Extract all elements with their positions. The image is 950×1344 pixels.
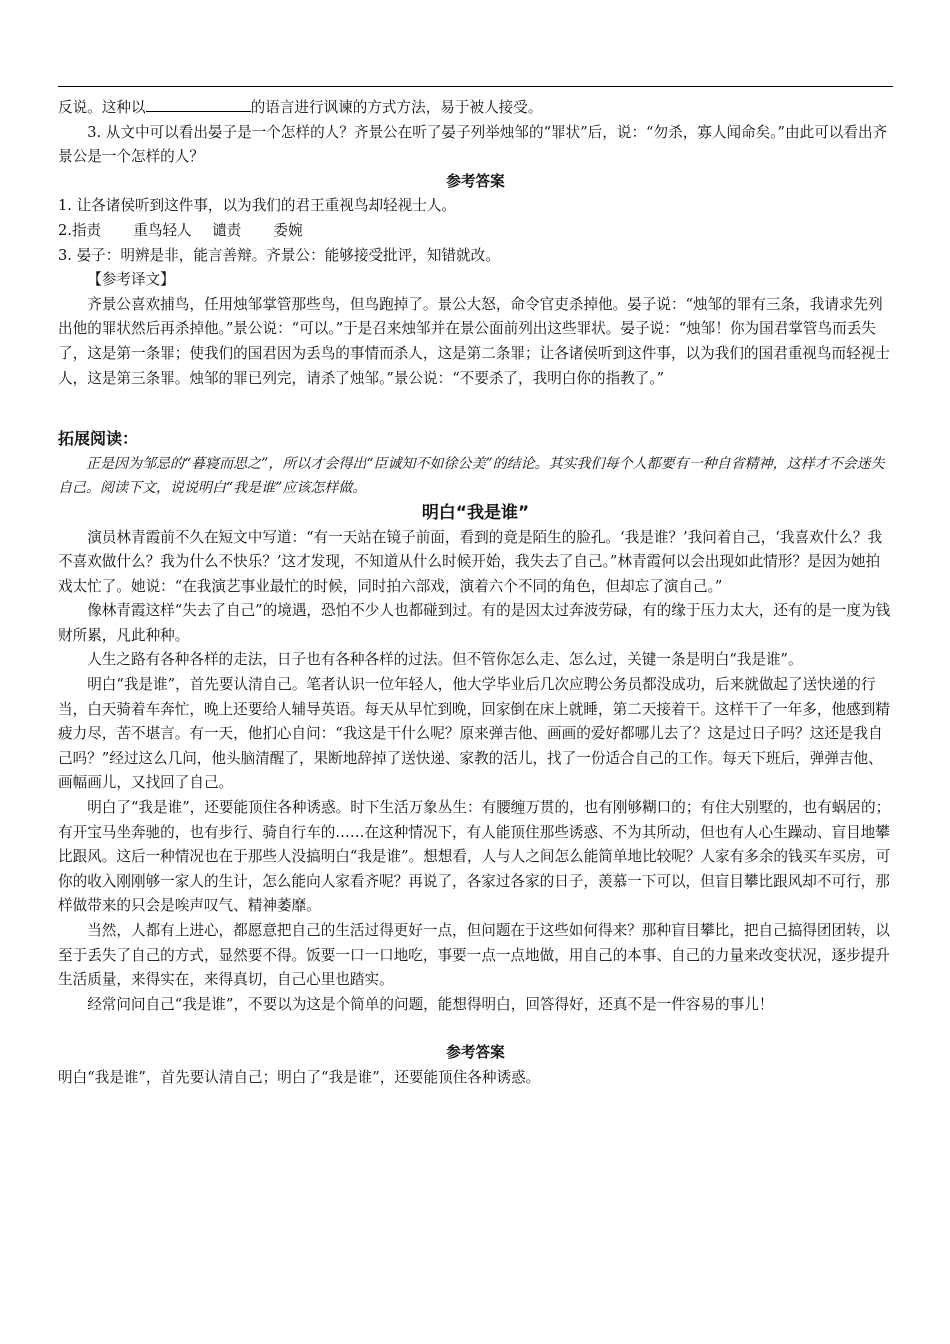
article-paragraph: 人生之路有各种各样的走法，日子也有各种各样的过法。但不管你怎么走、怎么过，关键一条是明白“我是谁”。 (87, 651, 803, 669)
q2-tail: 反说。这种以 的语言进行讽谏的方式方法，易于被人接受。 (58, 99, 543, 116)
answers-heading: 参考答案 (446, 172, 505, 190)
answer-blank (146, 97, 251, 112)
question-3: 3. 从文中可以看出晏子是一个怎样的人？齐景公在听了晏子列举烛邹的“罪状”后，说：“勿杀，寡人闻命矣。”由此可以看出齐景公是一个怎样的人？ (58, 123, 888, 166)
extended-reading-heading: 拓展阅读： (58, 429, 139, 449)
answer-1: 1. 让各诸侯听到这件事，以为我们的君王重视鸟却轻视士人。 (58, 197, 457, 215)
article-paragraph: 演员林青霞前不久在短文中写道：“有一天站在镜子前面，看到的竟是陌生的脸孔。‘我是谁？’我问着自己，‘我喜欢什么？我不喜欢做什么？我为什么不快乐？’这才发现，不知道从什么时候开始，我失去了自己。”林青霞何以会出现如此情形？是因为她拍戏太忙了。她说：“在我演艺事业最忙的时候，同时拍六部戏，演着六个不同的角色，但却忘了演自己。” (58, 528, 883, 595)
answer-2: 2.指责 重鸟轻人 谴责 委婉 (58, 221, 303, 239)
article-paragraph: 当然，人都有上进心，都愿意把自己的生活过得更好一点，但问题在于这些如何得来？那种盲目攀比，把自己搞得团团转，以至于丢失了自己的方式，显然要不得。饭要一口一口地吃，事要一点一点地做，用自己的本事、自己的力量来改变状况，逐步提升生活质量，来得实在，来得真切，自己心里也踏实。 (58, 922, 890, 989)
header-rule (58, 86, 893, 87)
article-paragraph: 像林青霞这样“失去了自己”的境遇，恐怕不少人也都碰到过。有的是因太过奔波劳碌，有的缘于压力太大，还有的是一度为钱财所累，凡此种种。 (58, 602, 891, 644)
translation-label: 【参考译文】 (87, 271, 175, 289)
answers-heading-2: 参考答案 (446, 1044, 505, 1062)
article-paragraph: 明白“我是谁”，首先要认清自己。笔者认识一位年轻人，他大学毕业后几次应聘公务员都没成功，后来就做起了送快递的行当，白天骑着车奔忙，晚上还要给人辅导英语。每天从早忙到晚，回家倒在床上就睡，第二天接着干。这样干了一年多，他感到精疲力尽，苦不堪言。有一天，他扪心自问：“我这是干什么呢？原来弹吉他、画画的爱好都哪儿去了？这是过日子吗？这还是我自己吗？”经过这么几问，他头脑清醒了，果断地辞掉了送快递、家教的活儿，找了一份适合自己的工作。每天下班后，弹弹吉他、画幅画儿，又找回了自己。 (58, 676, 890, 792)
article-paragraph: 经常问问自己“我是谁”，不要以为这是个简单的问题，能想得明白，回答得好，还真不是一件容易的事儿！ (87, 995, 774, 1013)
final-answer: 明白“我是谁”，首先要认清自己；明白了“我是谁”，还要能顶住各种诱惑。 (58, 1068, 541, 1086)
document-body (58, 96, 893, 1091)
article-paragraph: 明白了“我是谁”，还要能顶住各种诱惑。时下生活万象丛生：有腰缠万贯的，也有刚够糊口的；有住大别墅的，也有蜗居的；有开宝马坐奔驰的，也有步行、骑自行车的……在这种情况下，有人能顶住那些诱惑、不为其所动，但也有人心生躁动、盲目地攀比跟风。这后一种情况也在于那些人没搞明白“我是谁”。想想看，人与人之间怎么能简单地比较呢？人家有多余的钱买车买房，可你的收入刚刚够一家人的生计，怎么能向人家看齐呢？再说了，各家过各家的日子，羡慕一下可以，但盲目攀比跟风却不可行，那样做带来的只会是唉声叹气、精神萎靡。 (58, 799, 891, 915)
translation-text: 齐景公喜欢捕鸟，任用烛邹掌管那些鸟，但鸟跑掉了。景公大怒，命令官吏杀掉他。晏子说：“烛邹的罪有三条，我请求先列出他的罪状然后再杀掉他。”景公说：“可以。”于是召来烛邹并在景公面前列出这些罪状。晏子说：“烛邹！你为国君掌管鸟而丢失了，这是第一条罪；使我们的国君因为丢鸟的事情而杀人，这是第二条罪；让各诸侯听到这件事，以为我们的国君重视鸟而轻视士人，这是第三条罪。烛邹的罪已列完，请杀了烛邹。”景公说：“不要杀了，我明白你的指教了。” (58, 295, 890, 387)
answer-3: 3. 晏子：明辨是非，能言善辩。齐景公：能够接受批评，知错就改。 (58, 246, 500, 264)
extended-reading-intro: 正是因为邹忌的“暮寝而思之”，所以才会得出“臣诚知不如徐公美”的结论。其实我们每个人都要有一种自省精神，这样才不会迷失自己。阅读下文，说说明白“我是谁”应该怎样做。 (58, 455, 885, 497)
article-title: 明白“我是谁” (421, 502, 530, 523)
